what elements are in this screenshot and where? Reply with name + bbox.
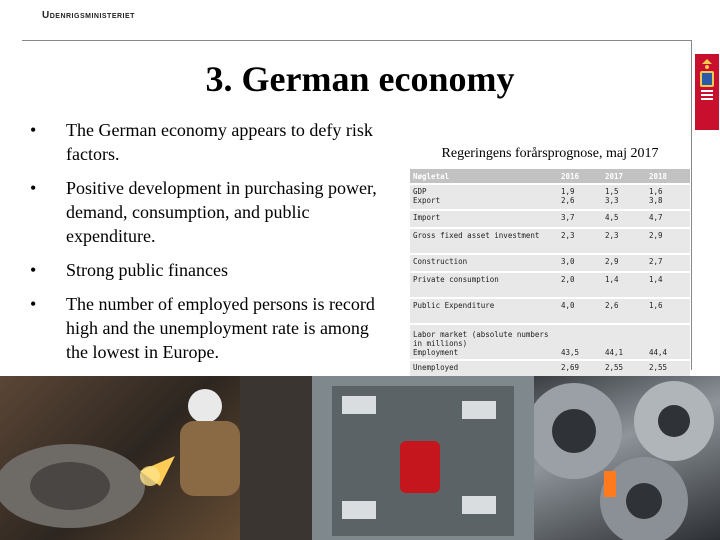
table-cell: 1,4 bbox=[646, 273, 690, 297]
table-row bbox=[410, 299, 690, 323]
photo-strip bbox=[0, 376, 720, 540]
bullet-item bbox=[30, 118, 385, 166]
table-header-row bbox=[410, 169, 690, 183]
table-cell: 2,55 bbox=[602, 361, 646, 377]
bullet-text: The German economy appears to defy risk factors. bbox=[66, 120, 373, 164]
column-header: 2017 bbox=[602, 169, 646, 183]
bullet-marker: • bbox=[30, 260, 37, 280]
column-header: Nøgletal bbox=[410, 169, 558, 183]
table-cell: 2,69 bbox=[558, 361, 602, 377]
steel-coils-photo bbox=[534, 376, 720, 540]
row-label: Labor market (absolute numbers in millions) Employment bbox=[410, 325, 558, 359]
table-cell: 2,9 bbox=[646, 229, 690, 253]
table-row bbox=[410, 273, 690, 297]
frame-top-line bbox=[22, 40, 692, 41]
table-cell: 2,7 bbox=[646, 255, 690, 271]
bullet-marker: • bbox=[30, 120, 37, 140]
car-tower-photo bbox=[312, 376, 534, 540]
table-row bbox=[410, 325, 690, 359]
table-cell: 1,6 bbox=[646, 299, 690, 323]
table-cell: 4,7 bbox=[646, 211, 690, 227]
table-cell: 43,5 bbox=[558, 325, 602, 359]
forecast-caption: Regeringens forårsprognose, maj 2017 bbox=[441, 146, 659, 161]
row-label: Public Expenditure bbox=[410, 299, 558, 323]
bullet-list bbox=[30, 118, 385, 374]
steel-worker-grinding-photo bbox=[0, 376, 312, 540]
bullet-item bbox=[30, 292, 385, 364]
forecast-table bbox=[410, 167, 690, 379]
column-header: 2018 bbox=[646, 169, 690, 183]
bullet-item bbox=[30, 258, 385, 282]
table-cell: 2,55 bbox=[646, 361, 690, 377]
row-label: Private consumption bbox=[410, 273, 558, 297]
row-label: GDP Export bbox=[410, 185, 558, 209]
table-row bbox=[410, 361, 690, 377]
table-row bbox=[410, 185, 690, 209]
bullet-text: Strong public finances bbox=[66, 260, 228, 280]
table-row bbox=[410, 229, 690, 253]
table-cell: 1,5 3,3 bbox=[602, 185, 646, 209]
bullet-marker: • bbox=[30, 178, 37, 198]
row-label: Construction bbox=[410, 255, 558, 271]
row-label: Unemployed bbox=[410, 361, 558, 377]
ministry-name: Udenrigsministeriet bbox=[42, 10, 135, 21]
table-cell: 1,4 bbox=[602, 273, 646, 297]
table-cell: 3,7 bbox=[558, 211, 602, 227]
table-cell: 2,6 bbox=[602, 299, 646, 323]
table-row bbox=[410, 211, 690, 227]
bullet-text: The number of employed persons is record high and the unemployment rate is among the lowest in Europe. bbox=[66, 294, 375, 362]
table-cell: 4,5 bbox=[602, 211, 646, 227]
table-row bbox=[410, 255, 690, 271]
bullet-marker: • bbox=[30, 294, 37, 314]
table-cell: 44,4 bbox=[646, 325, 690, 359]
table-cell: 1,9 2,6 bbox=[558, 185, 602, 209]
bullet-item bbox=[30, 176, 385, 248]
table-cell: 2,9 bbox=[602, 255, 646, 271]
row-label: Import bbox=[410, 211, 558, 227]
table-cell: 44,1 bbox=[602, 325, 646, 359]
table-cell: 2,3 bbox=[602, 229, 646, 253]
column-header: 2016 bbox=[558, 169, 602, 183]
table-cell: 1,6 3,8 bbox=[646, 185, 690, 209]
table-cell: 2,0 bbox=[558, 273, 602, 297]
bullet-text: Positive development in purchasing power, demand, consumption, and public expenditure. bbox=[66, 178, 377, 246]
slide-title: 3. German economy bbox=[205, 59, 515, 99]
row-label: Gross fixed asset investment bbox=[410, 229, 558, 253]
table-cell: 3,0 bbox=[558, 255, 602, 271]
table-cell: 4,0 bbox=[558, 299, 602, 323]
table-cell: 2,3 bbox=[558, 229, 602, 253]
